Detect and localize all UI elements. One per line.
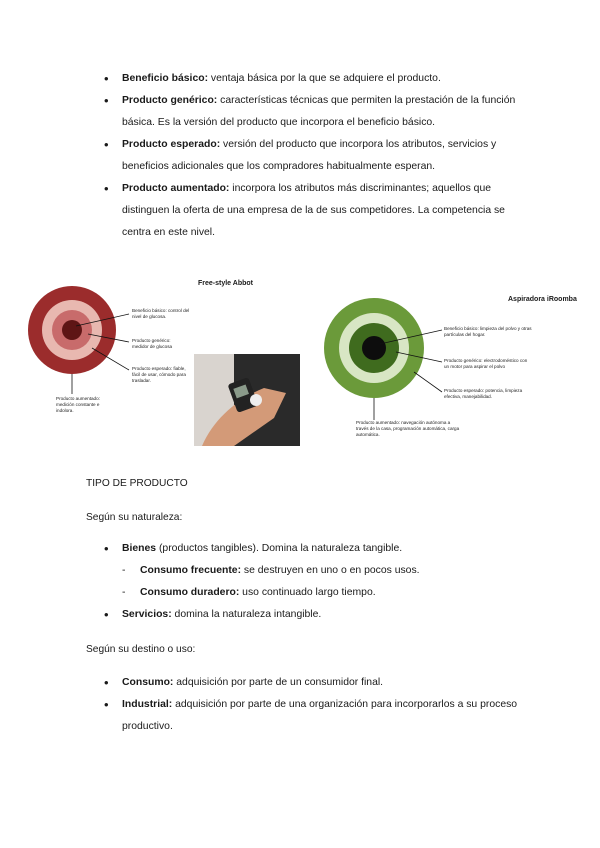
- left-figure-title: Free-style Abbot: [198, 280, 253, 287]
- list-item-bienes: [104, 538, 524, 560]
- nature-list: [104, 538, 524, 626]
- term-description: se destruyen en uno o en pocos usos.: [241, 565, 420, 576]
- right-callout-generic: Producto genérico: electrodoméstico con un motor para aspirar el polvo: [444, 358, 528, 369]
- right-target-diagram: [324, 298, 442, 420]
- left-callout-basic: Beneficio básico: control del nivel de glucosa.: [132, 308, 190, 319]
- nature-heading: Según su naturaleza:: [86, 512, 183, 523]
- left-target-diagram: [28, 286, 129, 394]
- list-item-producto-generico: [104, 90, 524, 134]
- product-levels-figure: [24, 268, 580, 448]
- right-callout-basic: Beneficio básico: limpieza del polvo y otras partículas del hogar.: [444, 326, 532, 337]
- right-figure-title: Aspiradora iRoomba: [508, 296, 577, 303]
- term-label: Servicios:: [122, 609, 172, 620]
- list-item-servicios: [104, 604, 524, 626]
- product-levels-list: [104, 68, 524, 244]
- core-circle: [62, 320, 82, 340]
- list-item-industrial: [104, 694, 524, 738]
- term-label: Consumo:: [122, 677, 174, 688]
- term-description: domina la naturaleza intangible.: [171, 609, 322, 620]
- list-item-producto-aumentado: [104, 178, 524, 244]
- term-description: versión del producto que incorpora los atributos, servicios y beneficios adicionales que los compradores habitualmente esperan.: [122, 139, 497, 172]
- list-item-consumo-frecuente: [104, 560, 524, 582]
- term-label: Producto aumentado:: [122, 183, 230, 194]
- term-description: adquisición por parte de un consumidor final.: [173, 677, 384, 688]
- term-description: características técnicas que permiten la prestación de la función básica. Es la versión del producto que incorpora el beneficio básico.: [122, 95, 516, 128]
- right-callout-augmented: Producto aumentado: navegación autónoma a través de la casa, programación automática, carga automática.: [356, 420, 460, 437]
- term-description: ventaja básica por la que se adquiere el producto.: [208, 73, 441, 84]
- use-heading: Según su destino o uso:: [86, 644, 196, 655]
- left-callout-augmented: Producto aumentado: medición constante e indolora.: [56, 396, 100, 413]
- list-item-beneficio-basico: [104, 68, 524, 90]
- use-list: [104, 672, 524, 738]
- core-circle: [362, 336, 386, 360]
- term-label: Consumo frecuente:: [140, 565, 242, 576]
- term-description: uso continuado largo tiempo.: [239, 587, 376, 598]
- list-item-consumo-duradero: [104, 582, 524, 604]
- term-label: Industrial:: [122, 699, 173, 710]
- term-label: Bienes: [122, 543, 157, 554]
- term-description: incorpora los atributos más discriminantes; aquellos que distinguen la oferta de una empresa de la de sus competidores. La competencia se centra en este nivel.: [122, 183, 505, 238]
- term-label: Consumo duradero:: [140, 587, 240, 598]
- term-description: adquisición por parte de una organización para incorporarlos a su proceso productivo.: [122, 699, 518, 732]
- left-callout-generic: Producto genérico: medidor de glucosa: [132, 338, 173, 349]
- left-callout-expected: Producto esperado: fiable, fácil de usar, cómodo para trasladar.: [132, 366, 186, 383]
- term-label: Producto esperado:: [122, 139, 221, 150]
- section-title: TIPO DE PRODUCTO: [86, 478, 188, 489]
- list-item-producto-esperado: [104, 134, 524, 178]
- list-item-consumo: [104, 672, 524, 694]
- right-callout-expected: Producto esperado: potencia, limpieza efectiva, manejabilidad.: [444, 388, 523, 399]
- term-label: Beneficio básico:: [122, 73, 209, 84]
- term-label: Producto genérico:: [122, 95, 218, 106]
- glucose-meter-photo: [194, 354, 300, 446]
- term-description: (productos tangibles). Domina la naturaleza tangible.: [156, 543, 403, 554]
